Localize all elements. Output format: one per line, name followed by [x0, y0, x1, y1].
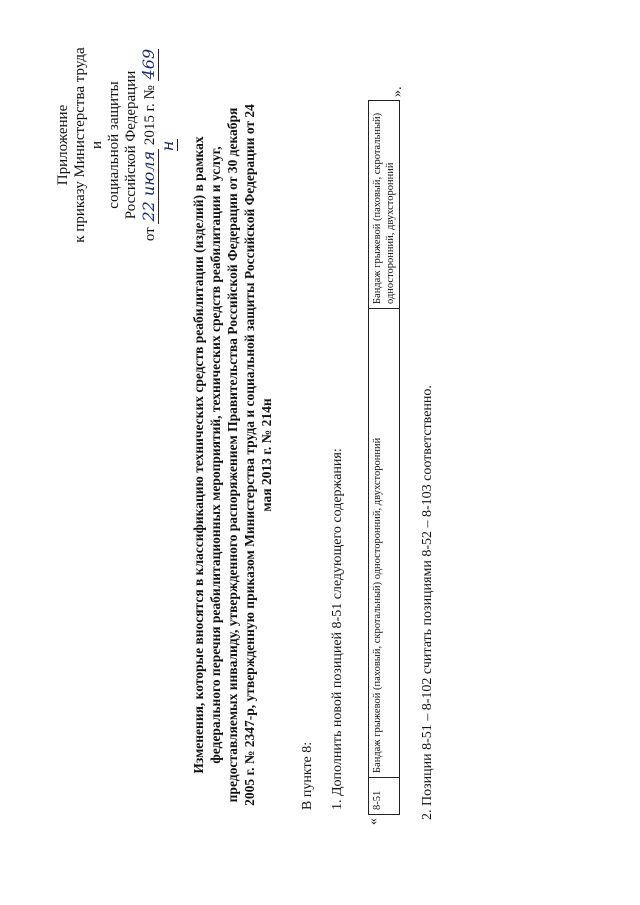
appendix-country-line: Российской Федерации	[123, 70, 139, 220]
table-row	[369, 101, 400, 815]
date-prefix: от	[142, 227, 158, 242]
date-year: 2015 г.	[142, 103, 158, 146]
quote-open: «	[366, 818, 381, 825]
document-title: Изменения, которые вносятся в классификацию технических средств реабилитации (изделий) в рамках федерального перечня реабилитационных мероприятий, технических средств реабилитации и услуг, предоставляемых инвалиду, утвержденного распоряжением Правительства Российской Федерации от 30 декабря 2005 г. № 2347-р, утвержденную приказом Министерства труда и социальной защиты Российской Федерации от 24 мая 2013 г. № 214н	[191, 104, 274, 806]
point-heading: В пункте 8:	[300, 741, 315, 810]
position-number: 8-51	[369, 778, 400, 815]
number-prefix: №	[142, 85, 158, 100]
handwritten-date: 22 июля	[139, 150, 158, 222]
position-description: Бандаж грыжевой (паховый, скротальный) односторонний, двухсторонний	[369, 309, 400, 778]
position-name: Бандаж грыжевой (паховый, скротальный) односторонний, двухсторонний	[369, 101, 400, 309]
handwritten-number: 469 н	[139, 48, 177, 152]
appendix-label: Приложение	[55, 104, 71, 186]
item-2-text: 2. Позиции 8-51 – 8-102 считать позициями 8-52 – 8-103 соответственно.	[420, 385, 435, 820]
appendix-order-line: к приказу Министерства труда и	[72, 47, 105, 243]
appendix-date-line	[140, 45, 178, 245]
appendix-header	[55, 45, 178, 245]
quote-close: ».	[390, 86, 405, 97]
appendix-ministry-line: социальной защиты	[106, 81, 122, 209]
position-table	[368, 100, 400, 815]
item-1-text: 1. Дополнить новой позицией 8-51 следующего содержания:	[330, 448, 345, 810]
